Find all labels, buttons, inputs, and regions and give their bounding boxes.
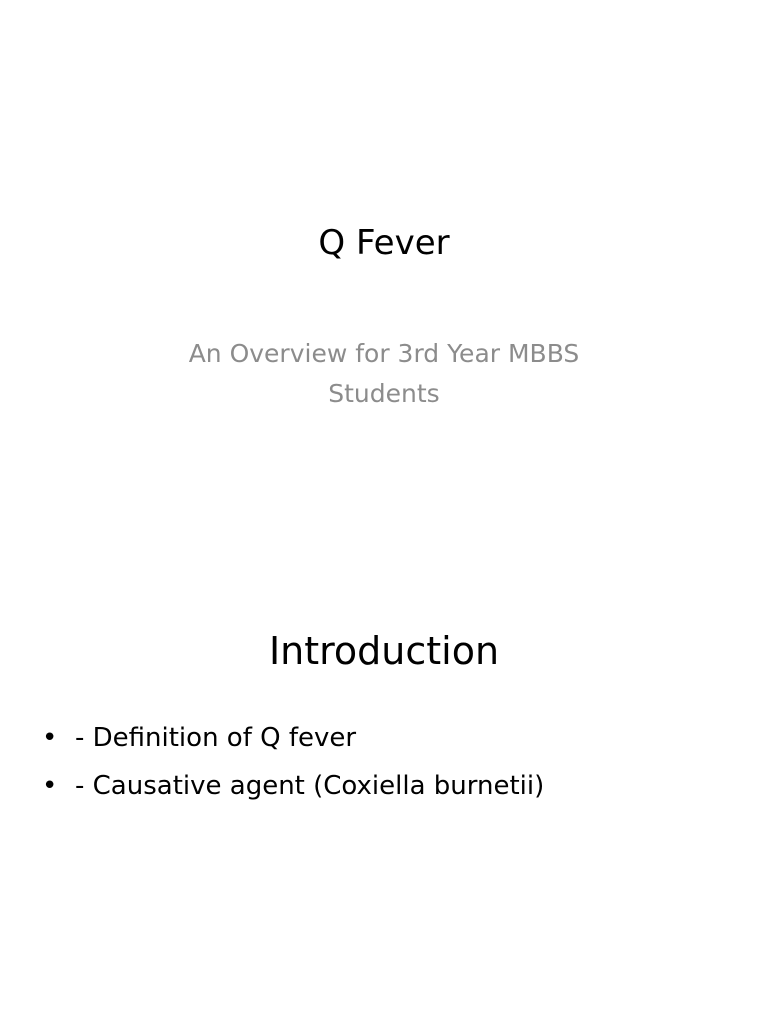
section-title: Introduction	[268, 629, 500, 673]
slide-subtitle: An Overview for 3rd Year MBBS Students	[188, 339, 580, 408]
bullet-list	[40, 714, 740, 810]
bullet-text: - Causative agent (Coxiella burnetii)	[75, 771, 545, 801]
bullet-item	[40, 714, 740, 762]
bullet-icon: •	[42, 723, 58, 753]
bullet-icon: •	[42, 771, 58, 801]
slide-title: Q Fever	[318, 223, 450, 263]
bullet-item	[40, 762, 740, 810]
bullet-text: - Definition of Q fever	[75, 723, 357, 753]
introduction-slide	[0, 512, 768, 1024]
